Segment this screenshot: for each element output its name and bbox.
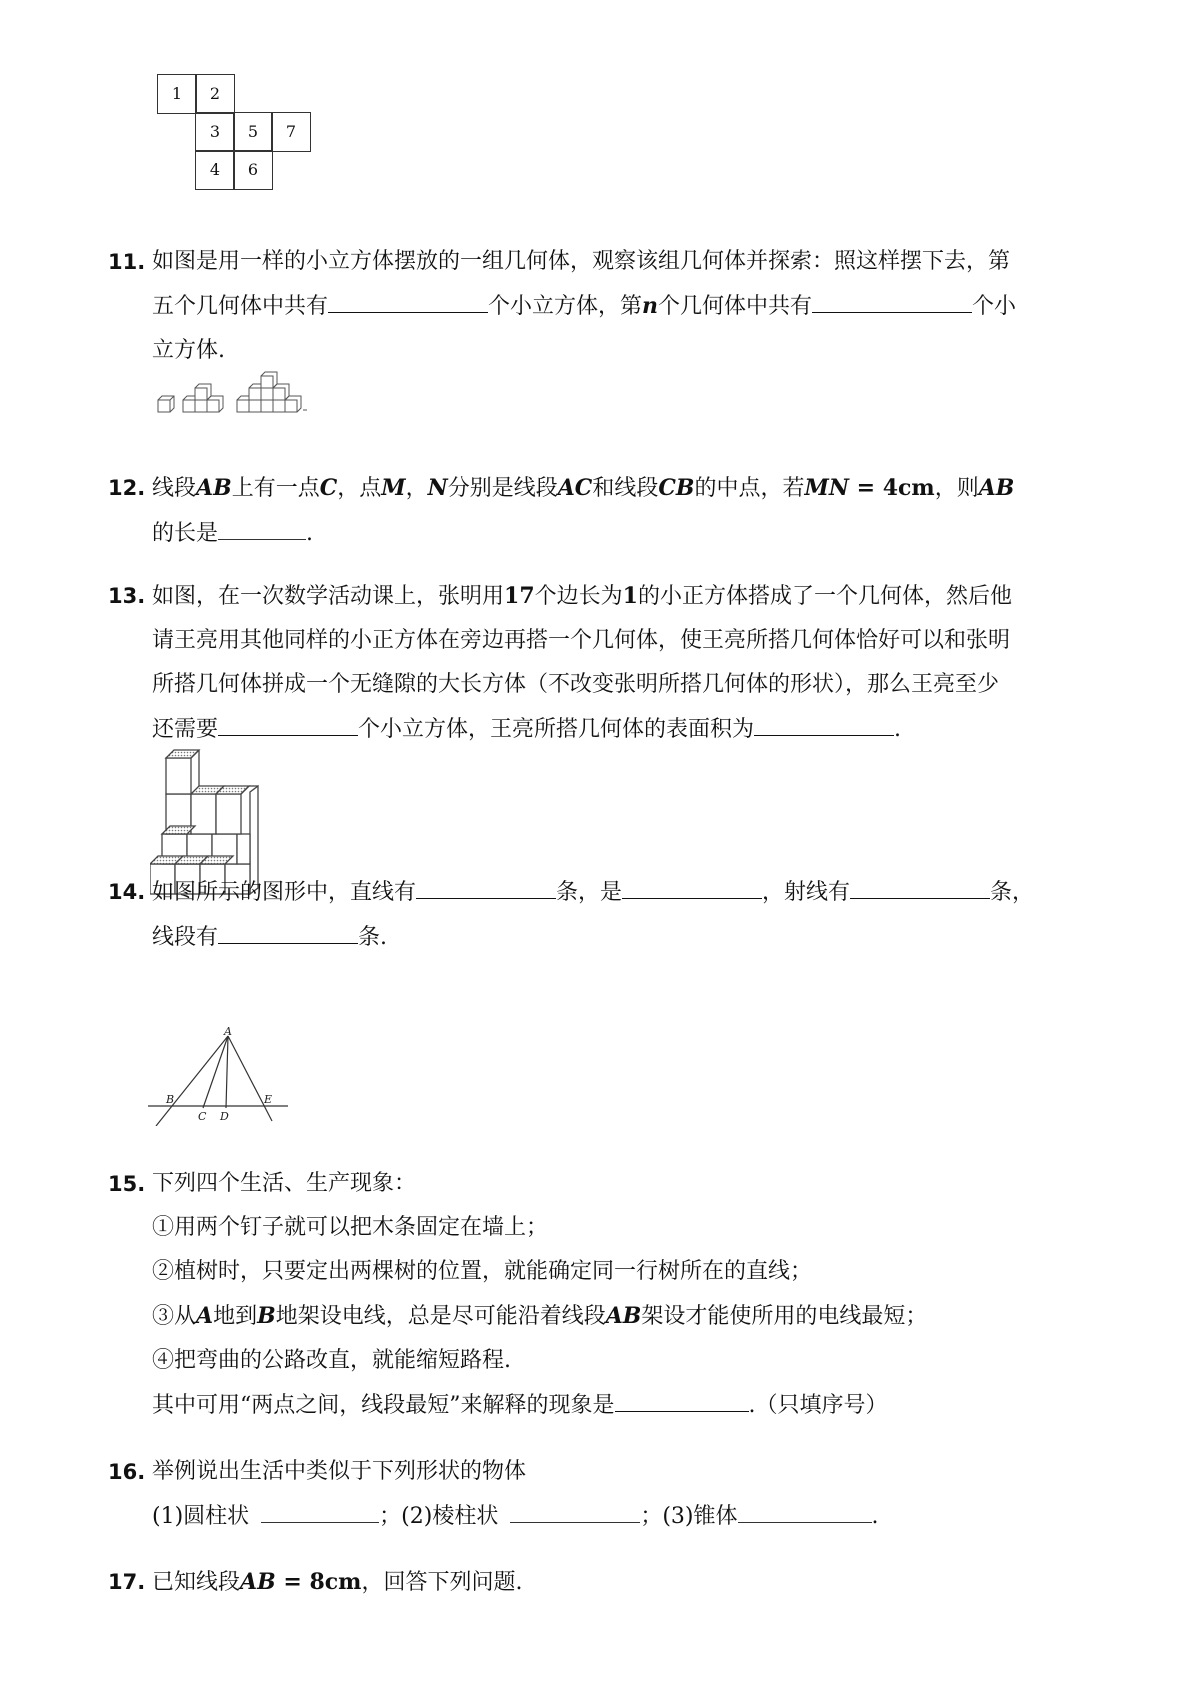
math-var: AB: [196, 475, 232, 501]
text: 的长是: [152, 521, 219, 546]
answer-blank[interactable]: [738, 1494, 872, 1523]
net-cell: 7: [271, 112, 311, 152]
answer-blank[interactable]: [328, 284, 488, 313]
answer-blank[interactable]: [850, 870, 990, 899]
math-var: N: [427, 475, 448, 501]
net-cell: 3: [195, 112, 235, 152]
text: 还需要: [152, 717, 219, 742]
text: 如图，在一次数学活动课上，张明用: [152, 584, 505, 609]
text: ；(3)锥体: [640, 1504, 738, 1529]
text: 下列四个生活、生产现象：: [152, 1171, 417, 1196]
math-var: AC: [557, 475, 593, 501]
question-14: [108, 870, 1098, 960]
net-cell: 4: [195, 150, 235, 190]
text: 五个几何体中共有: [152, 294, 329, 319]
text: 条.: [358, 925, 388, 950]
question-16: [108, 1450, 1098, 1539]
question-line: [152, 1450, 1098, 1494]
question-line: [152, 466, 1098, 511]
text: 个边长为: [534, 584, 623, 609]
math-var: A: [196, 1303, 214, 1329]
text: .: [306, 521, 314, 546]
question-line: [152, 574, 1098, 619]
text: 如图是用一样的小立方体摆放的一组几何体，观察该组几何体并探索：照这样摆下去，第: [152, 249, 1011, 274]
text: 其中可用“两点之间，线段最短”来解释的现象是: [152, 1393, 615, 1418]
text: ，回答下列问题.: [361, 1570, 523, 1595]
math-op: =: [275, 1569, 310, 1595]
question-line: [152, 1383, 1098, 1428]
question-line: [152, 1560, 1098, 1605]
text: ①用两个钉子就可以把木条固定在墙上；: [152, 1215, 549, 1240]
cube-stacks-figure: [155, 370, 315, 420]
point-label-c: C: [198, 1110, 207, 1123]
text: 条，是: [556, 880, 623, 905]
text: 的中点，若: [694, 476, 805, 501]
math-var: M: [381, 475, 406, 501]
question-line: [152, 870, 1098, 915]
text: 的小正方体搭成了一个几何体，然后他: [637, 584, 1012, 609]
text: 和线段: [592, 476, 659, 501]
text: 个几何体中共有: [658, 294, 813, 319]
text: .（只填序号）: [748, 1393, 888, 1418]
text: 立方体.: [152, 338, 225, 363]
question-11: [108, 240, 1098, 373]
text: (1)圆柱状: [152, 1504, 250, 1529]
question-line: [152, 284, 1098, 329]
math-var: MN: [804, 475, 849, 501]
question-number: 13.: [108, 584, 146, 608]
math-var: B: [257, 1303, 276, 1329]
question-number: 16.: [108, 1460, 146, 1484]
question-line: [152, 915, 1098, 960]
text: 线段: [152, 476, 197, 501]
text: ②植树时，只要定出两棵树的位置，就能确定同一行树所在的直线；: [152, 1259, 813, 1284]
question-number: 12.: [108, 476, 146, 500]
point-label-a: A: [224, 1026, 232, 1038]
math-var: C: [319, 475, 338, 501]
answer-blank[interactable]: [416, 870, 556, 899]
question-12: [108, 466, 1098, 556]
text: 分别是线段: [447, 476, 558, 501]
point-label-e: E: [264, 1093, 273, 1106]
math-op: =: [848, 475, 883, 501]
text: ④把弯曲的公路改直，就能缩短路程.: [152, 1348, 511, 1373]
lines-rays-figure: [148, 1026, 288, 1126]
question-line: [152, 1494, 1098, 1539]
text: 如图所示的图形中，直线有: [152, 880, 417, 905]
math-var: AB: [240, 1569, 276, 1595]
answer-blank[interactable]: [261, 1494, 379, 1523]
text: .: [894, 717, 902, 742]
math-var: AB: [605, 1303, 642, 1329]
text: 地架设电线，总是尽可能沿着线段: [275, 1304, 606, 1329]
math-value: 4cm: [882, 475, 935, 501]
question-line: [152, 707, 1098, 752]
text: .: [871, 1504, 879, 1529]
question-line: [152, 663, 1098, 707]
net-cell: 5: [233, 112, 273, 152]
answer-blank[interactable]: [622, 870, 762, 899]
text: 已知线段: [152, 1570, 241, 1595]
text: 个小立方体，第: [488, 294, 643, 319]
text: 条，: [990, 880, 1035, 905]
answer-blank[interactable]: [218, 915, 358, 944]
text: 个小立方体，王亮所搭几何体的表面积为: [358, 717, 755, 742]
point-label-d: D: [220, 1110, 229, 1123]
question-13: [108, 574, 1098, 752]
question-line: [152, 1162, 1098, 1206]
math-var: n: [642, 293, 659, 319]
question-line: [152, 240, 1098, 284]
question-line: [152, 619, 1098, 663]
text: ，则: [934, 476, 979, 501]
answer-blank[interactable]: [218, 511, 306, 540]
question-line: [152, 1339, 1098, 1383]
math-var: AB: [978, 475, 1015, 501]
answer-blank[interactable]: [812, 284, 972, 313]
text: 架设才能使所用的电线最短；: [641, 1304, 928, 1329]
text: ，点: [337, 476, 382, 501]
answer-blank[interactable]: [754, 707, 894, 736]
text: ，: [405, 476, 428, 501]
text: 举例说出生活中类似于下列形状的物体: [152, 1459, 527, 1484]
question-line: [152, 511, 1098, 556]
math-value: 8cm: [309, 1569, 362, 1595]
answer-blank[interactable]: [218, 707, 358, 736]
net-cell: 6: [233, 150, 273, 190]
question-line: [152, 1206, 1098, 1250]
math-value: 17: [504, 583, 535, 609]
text: 地到: [213, 1304, 258, 1329]
question-line: [152, 1250, 1098, 1294]
answer-blank[interactable]: [510, 1494, 640, 1523]
question-number: 17.: [108, 1570, 146, 1594]
question-line: [152, 1294, 1098, 1339]
question-number: 14.: [108, 880, 146, 904]
question-15: [108, 1162, 1098, 1428]
question-number: 15.: [108, 1172, 146, 1196]
net-cell: 2: [195, 74, 235, 114]
math-value: 1: [622, 583, 638, 609]
question-17: [108, 1560, 1098, 1605]
text: 个小: [972, 294, 1017, 319]
text: ，射线有: [762, 880, 851, 905]
point-label-b: B: [166, 1093, 175, 1106]
text: ；(2)棱柱状: [379, 1504, 499, 1529]
question-number: 11.: [108, 250, 146, 274]
text: ③从: [152, 1304, 197, 1329]
text: 所搭几何体拼成一个无缝隙的大长方体（不改变张明所搭几何体的形状），那么王亮至少: [152, 672, 1000, 697]
net-cell: 1: [157, 74, 197, 114]
text: 线段有: [152, 925, 219, 950]
text: 请王亮用其他同样的小正方体在旁边再搭一个几何体，使王亮所搭几何体恰好可以和张明: [152, 628, 1011, 653]
answer-blank[interactable]: [615, 1383, 749, 1412]
question-line: [152, 329, 1098, 373]
math-var: CB: [658, 475, 695, 501]
text: 上有一点: [231, 476, 320, 501]
